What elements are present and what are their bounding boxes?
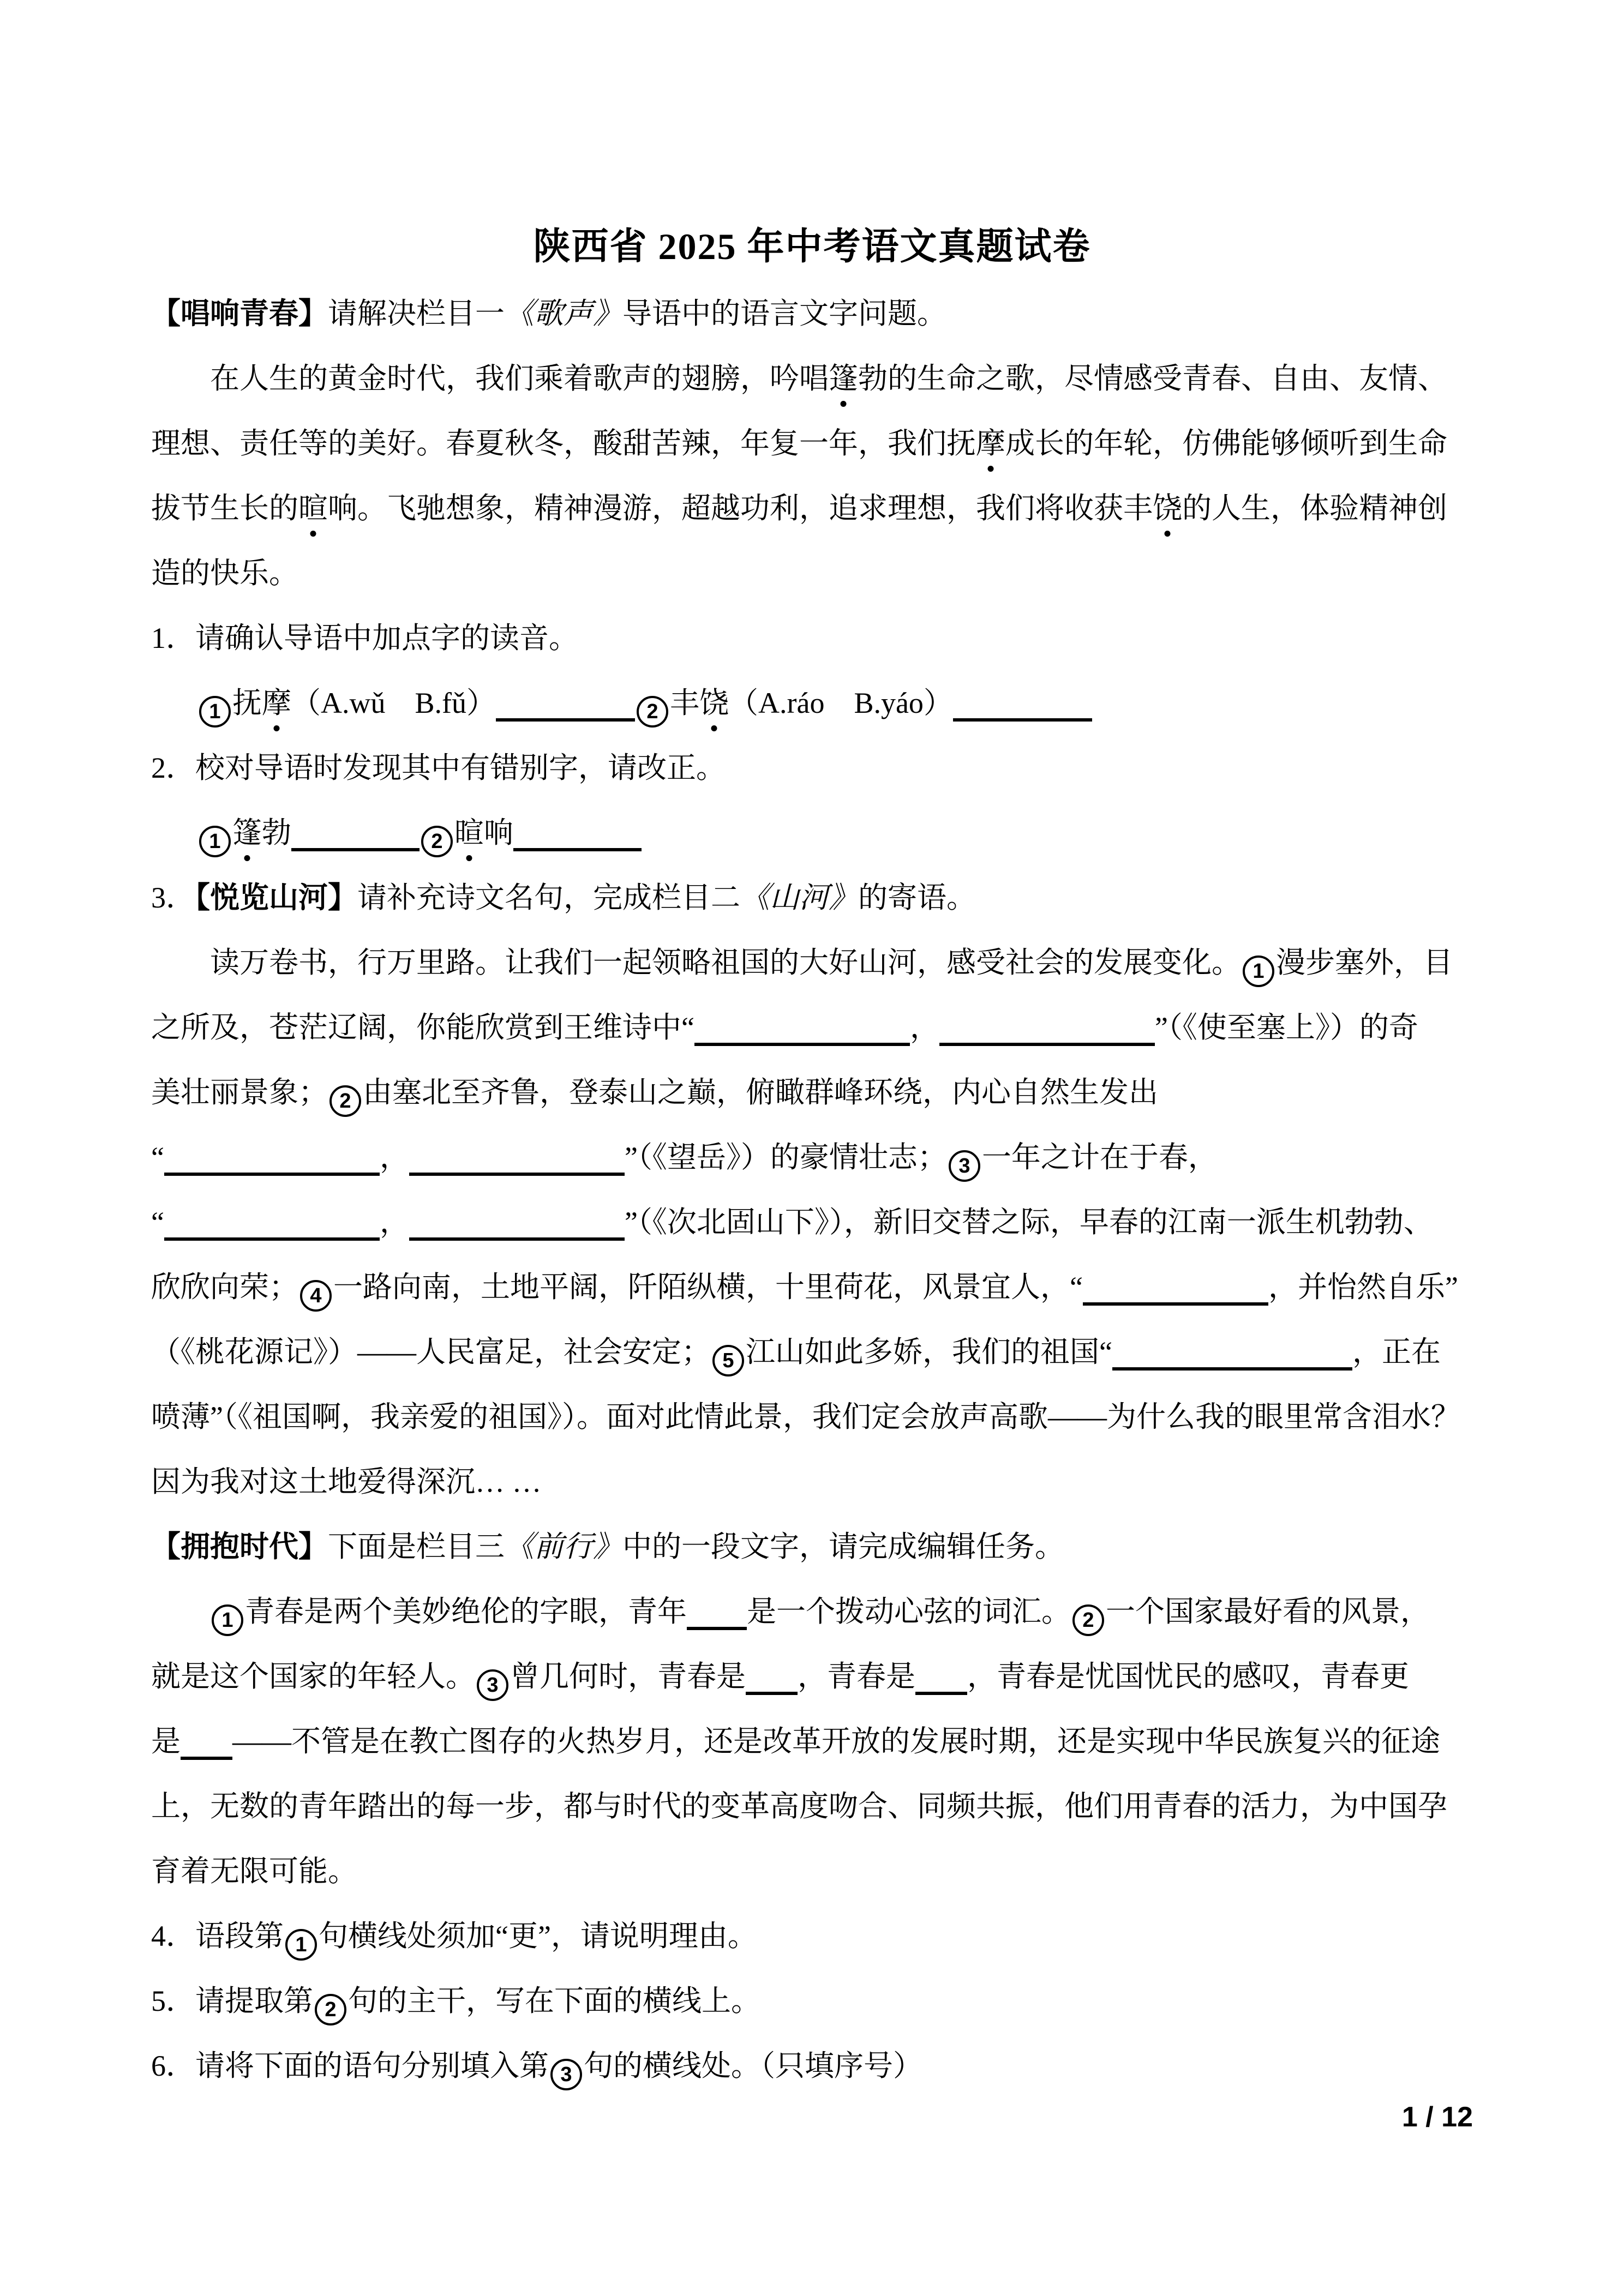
text-segment: 欣欣向荣； (151, 1271, 298, 1303)
text-segment: ”（《次北固山下》），新旧交替之际，早春的江南一派生机勃勃、 (624, 1206, 1433, 1239)
text-segment: 响。飞驰想象，精神漫游，超越功利，追求理想，我们将收获丰 (328, 492, 1153, 525)
text-segment: ，并怡然自乐” (1268, 1271, 1458, 1303)
text-line (151, 606, 1477, 671)
answer-blank (496, 696, 635, 722)
circled-number: 4 (300, 1280, 332, 1312)
circled-number: 1 (199, 696, 231, 728)
text-segment: 请补充诗文名句，完成栏目二 (357, 881, 740, 914)
text-segment: （A.wǔ B.fǔ） (291, 687, 496, 719)
text-segment: 【悦览山河】 (195, 881, 357, 914)
answer-blank (687, 1605, 747, 1630)
text-segment: 就是这个国家的年轻人。 (151, 1660, 475, 1693)
text-segment: 因为我对这土地爱得深沉… … (151, 1465, 542, 1498)
text-line (151, 865, 1477, 930)
answer-blank (1112, 1345, 1352, 1371)
answer-blank (409, 1151, 625, 1176)
text-segment: 读万卷书，行万里路。让我们一起领略祖国的大好山河，感受社会的发展变化。 (210, 946, 1241, 979)
answer-blank (164, 1151, 380, 1176)
text-segment: 拔节生长的 (151, 492, 298, 525)
circled-number: 2 (315, 1994, 346, 2025)
text-segment: 的寄语。 (858, 881, 976, 914)
text-segment: 之所及，苍茫辽阔，你能欣赏到王维诗中“ (151, 1011, 694, 1044)
text-segment: 曾几何时，青春是 (510, 1660, 746, 1693)
text-segment: （《桃花源记》）——人民富足，社会安定； (151, 1336, 711, 1368)
text-segment: 一个国家最好看的风景， (1106, 1595, 1430, 1628)
circled-number: 1 (1243, 955, 1274, 987)
text-line (151, 1644, 1477, 1709)
text-line (151, 1579, 1477, 1644)
dotted-char: 暄 (454, 801, 484, 865)
text-segment: ，青春是 (798, 1660, 915, 1693)
text-segment: 6．请将下面的语句分别填入第 (151, 2049, 549, 2082)
circled-number: 2 (329, 1085, 361, 1117)
text-segment: ， (909, 1011, 939, 1044)
text-line (151, 1514, 1477, 1579)
text-segment: ——不管是在教亡图存的火热岁月，还是改革开放的发展时期，还是实现中华民族复兴的征途 (232, 1725, 1440, 1758)
text-segment: ”（《使至塞上》）的奇 (1154, 1011, 1418, 1044)
circled-number: 2 (1072, 1604, 1104, 1636)
circled-number: 1 (199, 826, 231, 857)
text-segment: 漫步塞外，目 (1276, 946, 1453, 979)
text-segment: 理想、责任等的美好。春夏秋冬，酸甜苦辣，年复一年，我们抚 (151, 427, 976, 460)
text-segment: 4．语段第 (151, 1920, 284, 1952)
text-segment: 丰 (670, 687, 699, 719)
text-segment: 在人生的黄金时代，我们乘着歌声的翅膀，吟唱 (210, 362, 829, 395)
text-segment: ”（《望岳》）的豪情壮志； (624, 1141, 947, 1174)
page-number: 1 / 12 (1401, 2101, 1473, 2133)
text-segment: 的人生，体验精神创 (1182, 492, 1447, 525)
document-content (151, 281, 1477, 2099)
text-line (151, 1190, 1477, 1255)
answer-blank (164, 1216, 380, 1241)
dotted-char: 摩 (262, 671, 291, 736)
text-segment: 句横线处须加“更”，请说明理由。 (319, 1920, 757, 1952)
text-line (151, 1839, 1477, 1904)
text-segment: 喷薄”（《祖国啊，我亲爱的祖国》）。面对此情此景，我们定会放声高歌——为什么我的眼里常含泪水？ (151, 1401, 1460, 1433)
answer-blank (291, 826, 420, 851)
text-segment: 勃 (262, 816, 291, 849)
text-segment: ， (379, 1141, 409, 1174)
text-line (151, 476, 1477, 541)
text-segment: 【拥抱时代】 (151, 1530, 328, 1563)
text-segment: 美壮丽景象； (151, 1076, 328, 1109)
text-line (151, 930, 1477, 995)
text-segment: 导语中的语言文字问题。 (622, 297, 946, 330)
text-segment: 抚 (232, 687, 262, 719)
text-segment: 江山如此多娇，我们的祖国“ (746, 1336, 1112, 1368)
dotted-char: 摩 (976, 411, 1005, 476)
circled-number: 2 (637, 696, 668, 728)
circled-number: 2 (421, 826, 453, 857)
text-segment: 成长的年轮，仿佛能够倾听到生命 (1005, 427, 1447, 460)
text-line (151, 1709, 1477, 1774)
answer-blank (915, 1670, 967, 1695)
text-segment: 由塞北至齐鲁，登泰山之巅，俯瞰群峰环绕，内心自然生发出 (363, 1076, 1158, 1109)
answer-blank (953, 696, 1092, 722)
text-line (151, 1774, 1477, 1839)
circled-number: 3 (550, 2059, 582, 2090)
text-line (151, 1969, 1477, 2034)
text-segment: 一路向南，土地平阔，阡陌纵横，十里荷花，风景宜人，“ (333, 1271, 1083, 1303)
text-segment: 句的主干，写在下面的横线上。 (348, 1985, 760, 2017)
text-line (151, 801, 1477, 865)
text-line (151, 1450, 1477, 1514)
answer-blank (1083, 1281, 1268, 1306)
answer-blank (181, 1735, 232, 1760)
text-segment: 响 (484, 816, 513, 849)
text-segment: 【唱响青春】 (151, 297, 328, 330)
answer-blank (694, 1021, 910, 1046)
text-line (151, 1385, 1477, 1450)
text-line (151, 1255, 1477, 1320)
text-line (151, 411, 1477, 476)
text-segment: 1．请确认导语中加点字的读音。 (151, 622, 578, 654)
circled-number: 3 (949, 1150, 980, 1182)
text-segment: 一年之计在于春， (981, 1141, 1218, 1174)
text-segment: 《前行》 (505, 1530, 622, 1563)
answer-blank (513, 826, 642, 851)
dotted-char: 饶 (699, 671, 729, 736)
text-line (151, 995, 1477, 1060)
text-segment: 育着无限可能。 (151, 1855, 357, 1888)
dotted-char: 暄 (298, 476, 328, 541)
page-title: 陕西省 2025 年中考语文真题试卷 (533, 226, 1091, 267)
text-segment: 是 (151, 1725, 181, 1758)
text-line (151, 346, 1477, 411)
text-line (151, 2034, 1477, 2099)
circled-number: 3 (477, 1669, 508, 1701)
dotted-char: 篷 (829, 346, 858, 411)
text-segment: （A.ráo B.yáo） (729, 687, 953, 719)
text-segment: ，正在 (1352, 1336, 1441, 1368)
text-segment: ，青春是忧国忧民的感叹，青春更 (967, 1660, 1409, 1693)
circled-number: 1 (212, 1604, 243, 1636)
text-segment: 3． (151, 881, 195, 914)
circled-number: 1 (285, 1929, 317, 1961)
text-segment: 造的快乐。 (151, 557, 298, 590)
text-segment: 《歌声》 (505, 297, 622, 330)
text-segment: 下面是栏目三 (328, 1530, 505, 1563)
text-line (151, 541, 1477, 606)
text-segment: “ (151, 1206, 164, 1239)
text-segment: 请解决栏目一 (328, 297, 505, 330)
answer-blank (939, 1021, 1155, 1046)
text-segment: 中的一段文字，请完成编辑任务。 (622, 1530, 1064, 1563)
answer-blank (409, 1216, 625, 1241)
text-segment: 勃的生命之歌，尽情感受青春、自由、友情、 (858, 362, 1447, 395)
dotted-char: 饶 (1153, 476, 1182, 541)
text-line (151, 736, 1477, 801)
text-segment: 2．校对导语时发现其中有错别字，请改正。 (151, 752, 726, 784)
text-segment: 5．请提取第 (151, 1985, 313, 2017)
text-line (151, 281, 1477, 346)
text-segment: 句的横线处。（只填序号） (584, 2049, 922, 2082)
text-segment: ， (379, 1206, 409, 1239)
text-segment: “ (151, 1141, 164, 1174)
dotted-char: 篷 (232, 801, 262, 865)
text-segment: 上，无数的青年踏出的每一步，都与时代的变革高度吻合、同频共振，他们用青春的活力，为中国孕 (151, 1790, 1447, 1823)
text-segment: 青春是两个美妙绝伦的字眼，青年 (245, 1595, 687, 1628)
answer-blank (746, 1670, 798, 1695)
text-line (151, 1904, 1477, 1969)
text-line (151, 1320, 1477, 1385)
circled-number: 5 (712, 1345, 744, 1377)
text-segment: 是一个拨动心弦的词汇。 (747, 1595, 1071, 1628)
text-line (151, 671, 1477, 736)
text-line (151, 1060, 1477, 1125)
text-segment: 《山河》 (740, 881, 858, 914)
text-line (151, 1125, 1477, 1190)
